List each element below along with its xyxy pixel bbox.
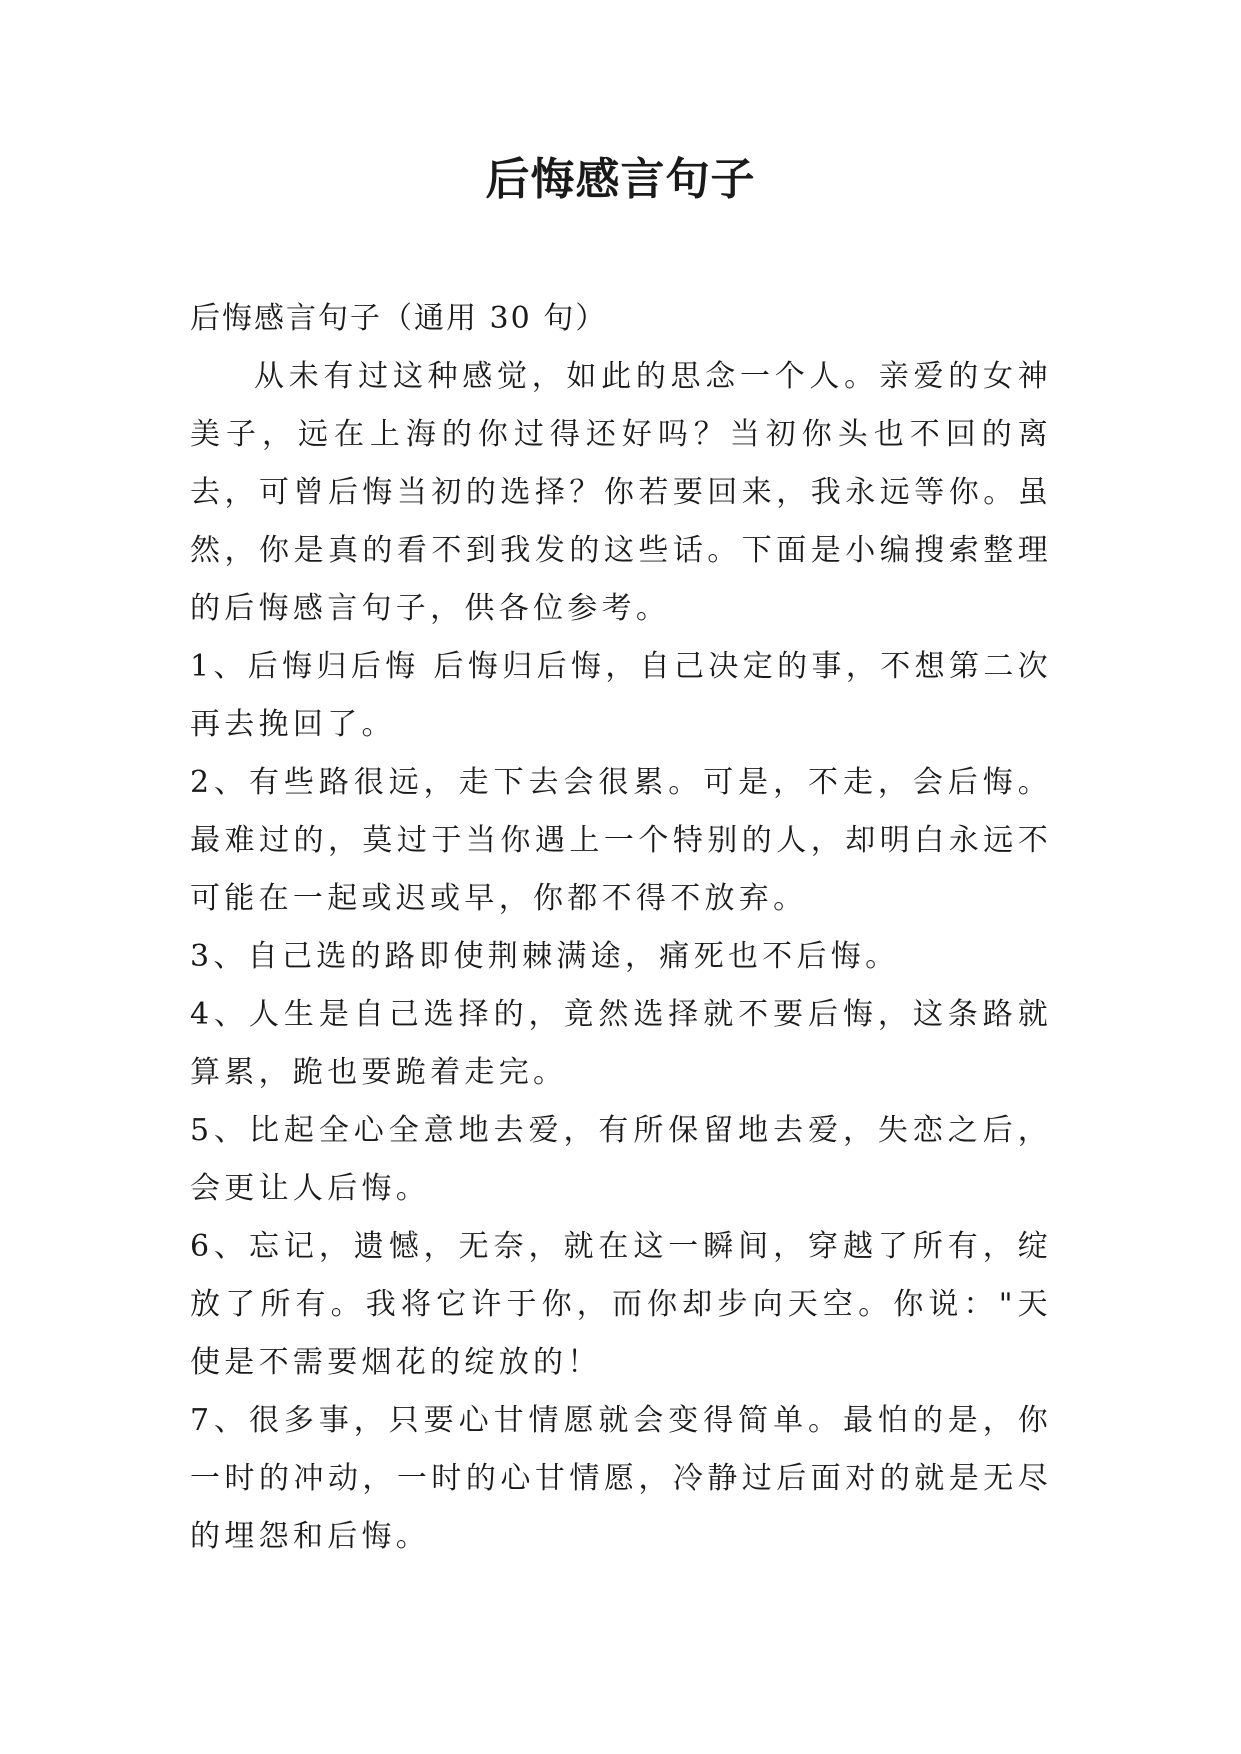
list-item: 7、很多事，只要心甘情愿就会变得简单。最怕的是，你一时的冲动，一时的心甘情愿，冷静过后面对的就是无尽的埋怨和后悔。 bbox=[190, 1403, 1052, 1554]
intro-paragraph: 从未有过这种感觉，如此的思念一个人。亲爱的女神美子，远在上海的你过得还好吗？当初你头也不回的离去，可曾后悔当初的选择？你若要回来，我永远等你。虽然，你是真的看不到我发的这些话。下面是小编搜索整理的后悔感言句子，供各位参考。 bbox=[190, 359, 1052, 626]
list-item: 5、比起全心全意地去爱，有所保留地去爱，失恋之后，会更让人后悔。 bbox=[190, 1113, 1052, 1206]
list-item: 3、自己选的路即使荆棘满途，痛死也不后悔。 bbox=[190, 939, 900, 974]
list-item: 6、忘记，遗憾，无奈，就在这一瞬间，穿越了所有，绽放了所有。我将它许于你，而你却步向天空。你说："天使是不需要烟花的绽放的！ bbox=[190, 1229, 1052, 1380]
document-body bbox=[190, 290, 1052, 1566]
list-item: 4、人生是自己选择的，竟然选择就不要后悔，这条路就算累，跪也要跪着走完。 bbox=[190, 997, 1052, 1090]
document-title: 后悔感言句子 bbox=[485, 154, 756, 205]
list-item: 2、有些路很远，走下去会很累。可是，不走，会后悔。最难过的，莫过于当你遇上一个特别的人，却明白永远不可能在一起或迟或早，你都不得不放弃。 bbox=[190, 765, 1052, 916]
list-item: 1、后悔归后悔 后悔归后悔，自己决定的事，不想第二次再去挽回了。 bbox=[190, 649, 1052, 742]
document-subtitle: 后悔感言句子（通用 30 句） bbox=[190, 301, 608, 336]
